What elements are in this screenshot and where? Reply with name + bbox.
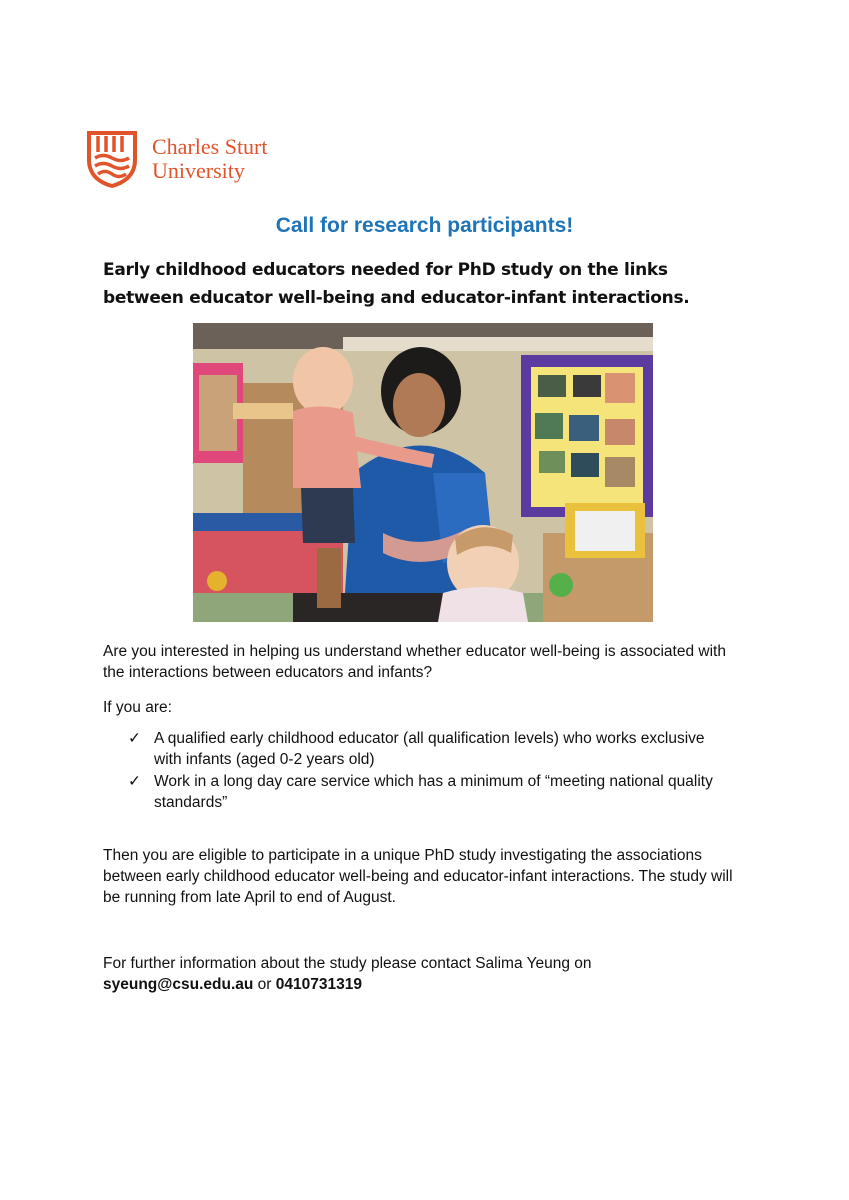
university-name-line1: Charles Sturt	[152, 134, 268, 159]
eligibility-criteria-list	[128, 728, 728, 814]
contact-paragraph	[103, 953, 743, 995]
university-name-line2: University	[152, 158, 245, 183]
university-name	[152, 135, 268, 183]
page-title: Call for research participants!	[275, 214, 574, 237]
educator-with-infants-photo	[193, 323, 653, 622]
criterion-text: A qualified early childhood educator (all qualification levels) who works exclusive with infants (aged 0-2 years old)	[154, 730, 705, 768]
contact-email-link[interactable]: syeung@csu.edu.au	[103, 976, 254, 993]
checkmark-icon: ✓	[128, 773, 141, 790]
criterion-text: Work in a long day care service which has a minimum of “meeting national quality standards”	[154, 773, 713, 811]
shield-crest-icon	[86, 130, 138, 188]
contact-or: or	[253, 976, 276, 993]
university-logo	[86, 130, 268, 188]
list-item	[128, 728, 728, 770]
intro-paragraph: Are you interested in helping us understand whether educator well-being is associated with the interactions between educators and infants?	[103, 643, 726, 681]
page-subtitle: Early childhood educators needed for PhD study on the links between educator well-being and educator-infant interactions.	[103, 260, 690, 308]
eligibility-paragraph: Then you are eligible to participate in a unique PhD study investigating the associations between early childhood educator well-being and educator-infant interactions. The study will be running from late April to end of August.	[103, 847, 733, 906]
contact-intro: For further information about the study please contact Salima Yeung on	[103, 955, 592, 972]
list-item	[128, 771, 728, 813]
contact-phone[interactable]: 0410731319	[275, 976, 362, 993]
if-label: If you are:	[103, 699, 172, 716]
checkmark-icon: ✓	[128, 730, 141, 747]
